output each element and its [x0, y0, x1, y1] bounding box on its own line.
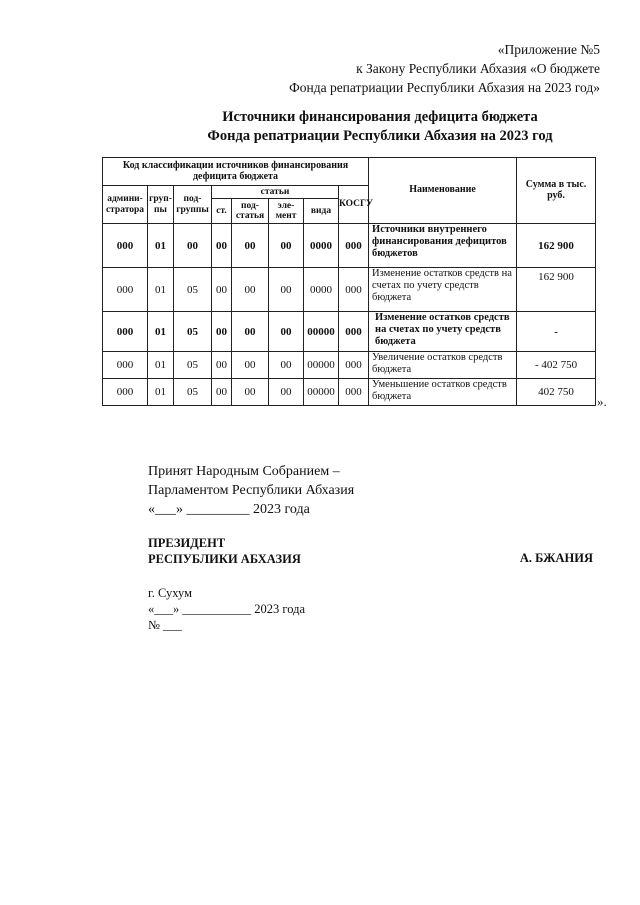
cell-element: 00 [269, 352, 304, 379]
header-element: эле-мент [269, 199, 304, 224]
table-row [103, 224, 596, 268]
header-sum: Сумма в тыс. руб. [517, 158, 596, 224]
cell-admin: 000 [103, 268, 148, 312]
adopted-line-2: Парламентом Республики Абхазия [148, 483, 355, 498]
cell-kosgu: 000 [339, 352, 369, 379]
signature-title [148, 535, 301, 567]
cell-kosgu: 000 [339, 379, 369, 406]
place-city: г. Сухум [148, 586, 193, 600]
place-date-block [148, 585, 305, 633]
cell-st: 00 [212, 312, 232, 352]
table-row [103, 268, 596, 312]
cell-group: 01 [148, 379, 174, 406]
cell-name: Увеличение остатков средств бюджета [369, 352, 517, 379]
cell-admin: 000 [103, 312, 148, 352]
cell-subgroup: 05 [174, 312, 212, 352]
cell-element: 00 [269, 379, 304, 406]
cell-vid: 0000 [304, 268, 339, 312]
header-groups: груп-пы [148, 186, 174, 224]
cell-group: 01 [148, 312, 174, 352]
cell-st: 00 [212, 268, 232, 312]
cell-sum: 402 750 [517, 379, 596, 406]
header-substat: под-статья [232, 199, 269, 224]
signature-name: А. БЖАНИЯ [519, 551, 593, 565]
header-articles: статьи [212, 186, 339, 199]
header-st: ст. [212, 199, 232, 224]
cell-sum: 162 900 [517, 224, 596, 268]
cell-sum: 162 900 [517, 268, 596, 312]
appendix-line-2: к Закону Республики Абхазия «О бюджете [356, 61, 600, 76]
table-row [103, 352, 596, 379]
cell-admin: 000 [103, 352, 148, 379]
cell-substat: 00 [232, 379, 269, 406]
adoption-block [148, 462, 354, 519]
cell-kosgu: 000 [339, 268, 369, 312]
cell-group: 01 [148, 268, 174, 312]
cell-st: 00 [212, 224, 232, 268]
place-number: № ___ [148, 618, 182, 632]
adopted-line-3: «___» _________ 2023 года [148, 502, 310, 517]
cell-vid: 00000 [304, 379, 339, 406]
cell-name: Уменьшение остатков средств бюджета [369, 379, 517, 406]
header-admin: админи-стратора [103, 186, 148, 224]
cell-name: Изменение остатков средств на счетах по учету средств бюджета [369, 312, 517, 352]
header-kosgu: КОСГУ [339, 186, 369, 224]
cell-vid: 00000 [304, 312, 339, 352]
title-line-1: Источники финансирования дефицита бюджета [222, 109, 538, 125]
cell-subgroup: 05 [174, 379, 212, 406]
header-name: Наименование [369, 158, 517, 224]
appendix-line-1: «Приложение №5 [497, 42, 600, 57]
cell-vid: 0000 [304, 224, 339, 268]
cell-subgroup: 05 [174, 352, 212, 379]
cell-sum: - [517, 312, 596, 352]
cell-subgroup: 05 [174, 268, 212, 312]
cell-group: 01 [148, 224, 174, 268]
cell-name: Изменение остатков средств на счетах по учету средств бюджета [369, 268, 517, 312]
header-vid: вида [304, 199, 339, 224]
appendix-header [289, 40, 600, 97]
cell-subgroup: 00 [174, 224, 212, 268]
cell-admin: 000 [103, 224, 148, 268]
table-row [103, 312, 596, 352]
document-title [150, 108, 610, 146]
cell-name: Источники внутреннего финансирования дефицитов бюджетов [369, 224, 517, 268]
signature-title-2: РЕСПУБЛИКИ АБХАЗИЯ [148, 552, 301, 566]
cell-substat: 00 [232, 224, 269, 268]
cell-substat: 00 [232, 268, 269, 312]
header-code-group: Код классификации источников финансирования дефицита бюджета [103, 158, 369, 186]
cell-kosgu: 000 [339, 224, 369, 268]
cell-group: 01 [148, 352, 174, 379]
closing-quote: ». [597, 394, 607, 409]
cell-vid: 00000 [304, 352, 339, 379]
cell-admin: 000 [103, 379, 148, 406]
cell-element: 00 [269, 312, 304, 352]
cell-st: 00 [212, 379, 232, 406]
adopted-line-1: Принят Народным Собранием – [148, 464, 340, 479]
header-subgroups: под-группы [174, 186, 212, 224]
cell-st: 00 [212, 352, 232, 379]
budget-sources-table [102, 157, 596, 406]
cell-substat: 00 [232, 352, 269, 379]
cell-element: 00 [269, 268, 304, 312]
title-line-2: Фонда репатриации Республики Абхазия на 2023 год [207, 128, 553, 144]
appendix-line-3: Фонда репатриации Республики Абхазия на 2023 год» [289, 80, 600, 95]
cell-sum: - 402 750 [517, 352, 596, 379]
place-date: «___» ___________ 2023 года [148, 602, 305, 616]
signature-title-1: ПРЕЗИДЕНТ [148, 536, 226, 550]
cell-element: 00 [269, 224, 304, 268]
table-row [103, 379, 596, 406]
cell-substat: 00 [232, 312, 269, 352]
cell-kosgu: 000 [339, 312, 369, 352]
